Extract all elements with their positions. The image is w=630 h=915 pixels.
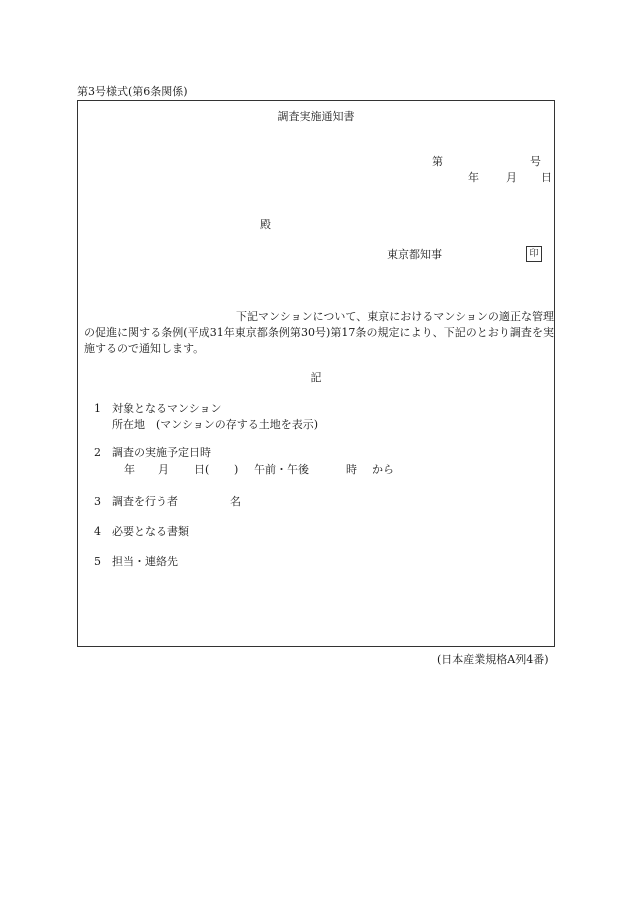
seal-mark-icon: 印 <box>526 246 542 262</box>
item-3-count-suffix: 名 <box>230 495 241 508</box>
schedule-from: から <box>372 463 394 476</box>
item-4-label: 必要となる書類 <box>112 525 189 538</box>
form-number-label: 第3号様式(第6条関係) <box>77 85 188 98</box>
schedule-am-pm: 午前・午後 <box>254 463 309 476</box>
item-2-number: 2 <box>94 446 101 459</box>
item-3-label: 調査を行う者 <box>112 495 178 508</box>
item-2-label: 調査の実施予定日時 <box>112 446 211 459</box>
item-5-number: 5 <box>94 555 101 568</box>
schedule-day-open: 日( <box>194 463 210 476</box>
item-3-number: 3 <box>94 495 101 508</box>
item-5-label: 担当・連絡先 <box>112 555 178 568</box>
date-day: 日 <box>541 171 552 184</box>
item-1-sub-label: 所在地 (マンションの存する土地を表示) <box>112 418 319 431</box>
date-month: 月 <box>506 171 517 184</box>
document-title: 調査実施通知書 <box>277 110 355 123</box>
addressee-suffix: 殿 <box>260 218 271 231</box>
document-number-prefix: 第 <box>432 155 443 168</box>
issuer-name: 東京都知事 <box>387 248 442 261</box>
date-year: 年 <box>468 171 479 184</box>
schedule-hour: 時 <box>346 463 357 476</box>
ki-heading: 記 <box>310 371 322 384</box>
paper-size-note: (日本産業規格A列4番) <box>437 653 549 666</box>
notice-body-text: 下記マンションについて、東京におけるマンションの適正な管理の促進に関する条例(平成31年東京都条例第30号)第17条の規定により、下記のとおり調査を実施するので通知します。 <box>84 310 554 355</box>
document-number-suffix: 号 <box>530 155 541 168</box>
item-1-label: 対象となるマンション <box>112 402 222 415</box>
schedule-month: 月 <box>158 463 169 476</box>
schedule-year: 年 <box>124 463 135 476</box>
schedule-day-close: ) <box>234 463 239 476</box>
item-4-number: 4 <box>94 525 101 538</box>
item-1-number: 1 <box>94 402 101 415</box>
